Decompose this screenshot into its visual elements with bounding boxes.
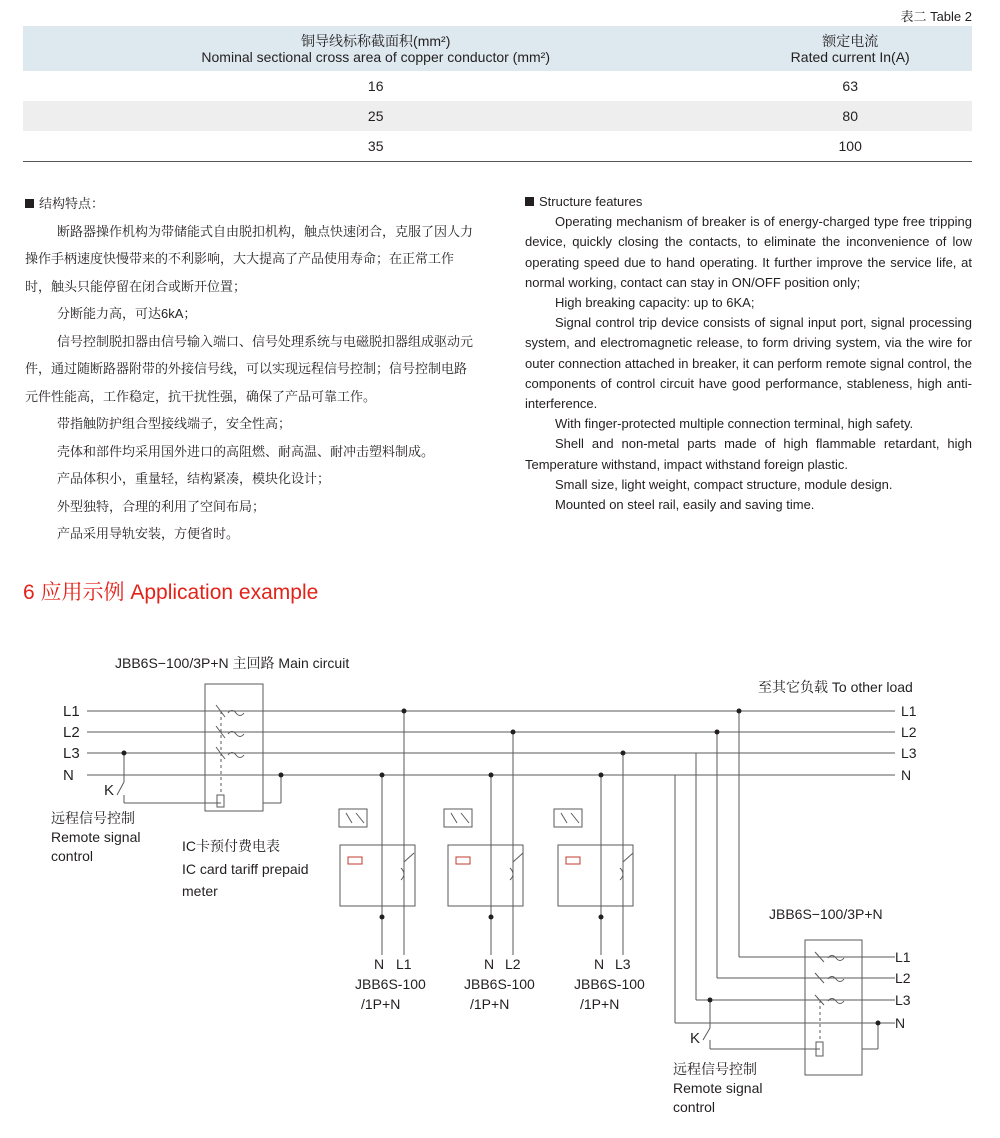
line-label-l1-right: L1 <box>901 703 917 719</box>
breaker-3p-l2-label: L2 <box>895 970 911 986</box>
breaker-1-model: JBB6S-100 <box>355 976 426 992</box>
breaker-3-model: JBB6S-100 <box>574 976 645 992</box>
breaker-1p-3 <box>554 753 633 955</box>
feature-paragraph-cn: 带指触防护组合型接线端子，安全性高； <box>57 416 292 431</box>
column-header-rated-current-cn: 额定电流 <box>822 32 879 49</box>
feature-paragraph-cn: 信号控制脱扣器由信号输入端口、信号处理系统与电磁脱扣器组成驱动元件，通过随断路器附带的外接信号线，可以实现远程信号控制；信号控制电路元件性能高，工作稳定，抗干扰性强，确保了产品可靠工作。 <box>25 333 474 404</box>
cell-area: 25 <box>23 101 728 131</box>
other-load-label: 至其它负载 To other load <box>758 679 913 695</box>
breaker-2-poles: /1P+N <box>470 996 510 1012</box>
cell-current: 80 <box>728 101 972 131</box>
table-row <box>23 71 972 101</box>
breaker-3p-l3-label: L3 <box>895 992 911 1008</box>
breaker-3p-label: JBB6S−100/3P+N <box>769 906 883 922</box>
section-title: 6 应用示例 Application example <box>23 581 319 604</box>
feature-paragraph-cn: 产品体积小，重量轻，结构紧凑，模块化设计； <box>57 471 331 486</box>
feature-paragraph-cn: 外型独特，合理的利用了空间布局； <box>57 498 266 514</box>
main-circuit-label: JBB6S−100/3P+N 主回路 Main circuit <box>115 655 350 671</box>
rated-current-table <box>23 26 972 162</box>
feature-paragraph-en: Mounted on steel rail, easily and saving time. <box>555 497 815 513</box>
breaker-2-model: JBB6S-100 <box>464 976 535 992</box>
feature-paragraph-en: Operating mechanism of breaker is of energy-charged type free tripping device, quickly closing the contacts, to eliminate the inconvenience of low operating speed due to hand operating. It further improve the service life, at normal working, contact can stay in ON/OFF position only; <box>525 214 972 290</box>
cell-area: 35 <box>23 131 728 162</box>
main-breaker-box <box>205 684 263 811</box>
remote-label-en-right-2: control <box>673 1099 716 1115</box>
breaker-3-n-label: N <box>594 956 605 972</box>
breaker-3p-n-label: N <box>895 1015 906 1031</box>
breaker-2-line-label: L2 <box>505 956 521 972</box>
feature-paragraph-cn: 分断能力高，可达6kA； <box>57 306 197 321</box>
feature-paragraph-en: High breaking capacity: up to 6KA; <box>555 295 755 311</box>
line-label-l1-left: L1 <box>63 703 80 720</box>
cell-current: 63 <box>842 78 858 94</box>
remote-label-en-left-1: Remote signal <box>51 829 141 845</box>
application-wiring-diagram <box>0 640 1000 1138</box>
remote-label-cn-right: 远程信号控制 <box>673 1061 757 1077</box>
feature-paragraph-en: Shell and non-metal parts made of high flammable retardant, high Temperature withstand, impact withstand foreign plastic. <box>525 436 972 472</box>
line-label-n-left: N <box>63 767 74 784</box>
feature-paragraph-en: Small size, light weight, compact structure, module design. <box>555 476 893 492</box>
features-heading-cn: 结构特点： <box>25 190 475 218</box>
breaker-1p-2 <box>444 732 523 955</box>
line-label-n-right: N <box>901 767 912 783</box>
breaker-3p-box <box>805 940 862 1075</box>
line-label-l2-left: L2 <box>63 724 80 741</box>
features-chinese <box>25 190 475 548</box>
remote-label-en-right-1: Remote signal <box>673 1080 763 1096</box>
column-header-cross-area <box>23 26 728 71</box>
line-label-l3-left: L3 <box>63 745 80 762</box>
square-bullet-icon <box>525 197 534 206</box>
breaker-2-n-label: N <box>484 956 495 972</box>
column-header-cross-area-cn: 铜导线标称截面积(mm²) <box>301 32 451 49</box>
table-row <box>23 131 972 162</box>
column-header-cross-area-en: Nominal sectional cross area of copper conductor (mm²) <box>201 48 550 65</box>
breaker-3p-l1-label: L1 <box>895 949 911 965</box>
breaker-1-n-label: N <box>374 956 385 972</box>
breaker-1-line-label: L1 <box>396 956 412 972</box>
column-header-rated-current <box>728 26 972 71</box>
line-label-l2-right: L2 <box>901 724 917 740</box>
cell-current: 100 <box>728 131 972 162</box>
cell-area: 16 <box>367 78 384 94</box>
feature-paragraph-en: With finger-protected multiple connection terminal, high safety. <box>555 416 914 432</box>
breaker-3-poles: /1P+N <box>580 996 620 1012</box>
meter-label-cn: IC卡预付费电表 <box>182 838 280 854</box>
main-breaker-release-icon <box>217 795 224 807</box>
breaker-1p-1 <box>339 711 415 955</box>
line-label-l3-right: L3 <box>901 745 917 761</box>
remote-label-cn-left: 远程信号控制 <box>51 810 135 826</box>
meter-label-en-2: meter <box>182 883 218 899</box>
remote-label-en-left-2: control <box>51 848 94 864</box>
breaker-3-line-label: L3 <box>615 956 631 972</box>
switch-label-right: K <box>690 1030 701 1047</box>
feature-paragraph-cn: 产品采用导轨安装，方便省时。 <box>57 526 240 541</box>
breaker-1-poles: /1P+N <box>361 996 401 1012</box>
meter-label-en-1: IC card tariff prepaid <box>182 861 309 877</box>
features-english <box>525 192 972 515</box>
feature-paragraph-cn: 壳体和部件均采用国外进口的高阻燃、耐高温、耐冲击塑料制成。 <box>57 443 435 459</box>
column-header-rated-current-en: Rated current In(A) <box>790 48 910 65</box>
features-heading-en: Structure features <box>525 192 972 212</box>
feature-paragraph-en: Signal control trip device consists of signal input port, signal processing system, and electromagnetic release, to form driving system, via the wire for outer connection attached in breaker, it can perform remote signal control, the components of control circuit have good performance, stableness, high anti-interference. <box>525 315 972 412</box>
square-bullet-icon <box>25 199 34 208</box>
table-caption: 表二 Table 2 <box>900 9 972 24</box>
table-row <box>23 101 972 131</box>
switch-label-left: K <box>104 782 115 799</box>
feature-paragraph-cn: 断路器操作机构为带储能式自由脱扣机构，触点快速闭合，克服了因人力操作手柄速度快慢带来的不利影响，大大提高了产品使用寿命；在正常工作时，触头只能停留在闭合或断开位置； <box>25 223 474 294</box>
